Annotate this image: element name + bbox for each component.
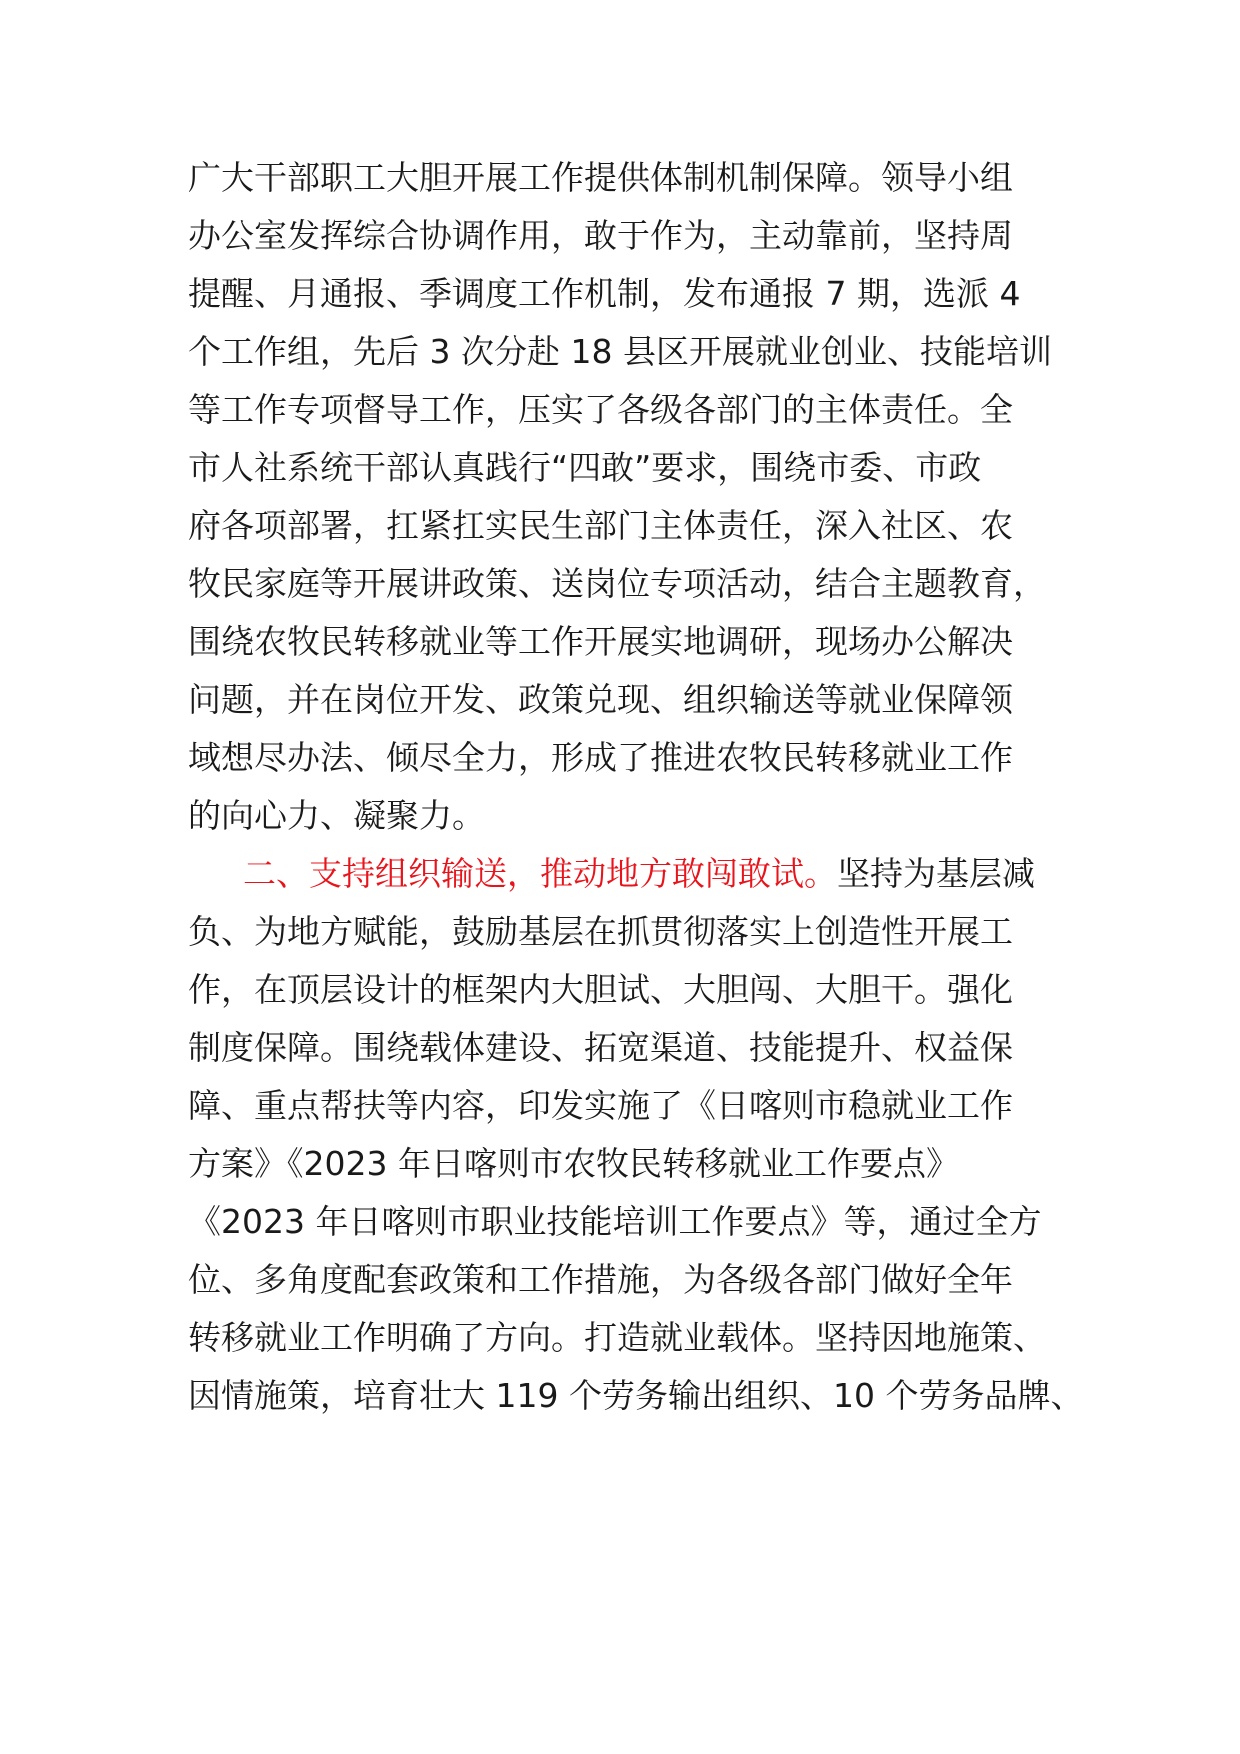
paragraph-line: 办公室发挥综合协调作用，敢于作为，主动靠前，坚持周	[188, 216, 1013, 255]
paragraph-line: 因情施策，培育壮大 119 个劳务输出组织、10 个劳务品牌、	[188, 1376, 1084, 1415]
paragraph-line: 《2023 年日喀则市职业技能培训工作要点》等，通过全方	[188, 1202, 1042, 1241]
section-2-heading: 二、支持组织输送，推动地方敢闯敢试。	[243, 854, 837, 893]
paragraph-line: 方案》《2023 年日喀则市农牧民转移就业工作要点》	[188, 1144, 959, 1183]
paragraph-line: 制度保障。围绕载体建设、拓宽渠道、技能提升、权益保	[188, 1028, 1013, 1067]
paragraph-line: 围绕农牧民转移就业等工作开展实地调研，现场办公解决	[188, 622, 1013, 661]
paragraph-line: 作，在顶层设计的框架内大胆试、大胆闯、大胆干。强化	[188, 970, 1013, 1009]
paragraph-line: 牧民家庭等开展讲政策、送岗位专项活动，结合主题教育，	[188, 564, 1046, 603]
paragraph-line: 转移就业工作明确了方向。打造就业载体。坚持因地施策、	[188, 1318, 1046, 1357]
paragraph-line: 位、多角度配套政策和工作措施，为各级各部门做好全年	[188, 1260, 1013, 1299]
paragraph-line: 负、为地方赋能，鼓励基层在抓贯彻落实上创造性开展工	[188, 912, 1013, 951]
paragraph-line: 个工作组，先后 3 次分赴 18 县区开展就业创业、技能培训	[188, 332, 1052, 371]
paragraph-line: 广大干部职工大胆开展工作提供体制机制保障。领导小组	[188, 158, 1013, 197]
paragraph-line: 提醒、月通报、季调度工作机制，发布通报 7 期，选派 4	[188, 274, 1021, 313]
paragraph-line: 障、重点帮扶等内容，印发实施了《日喀则市稳就业工作	[188, 1086, 1013, 1125]
section-2-first-line	[243, 854, 1035, 894]
paragraph-line: 等工作专项督导工作，压实了各级各部门的主体责任。全	[188, 390, 1013, 429]
paragraph-line: 市人社系统干部认真践行“四敢”要求，围绕市委、市政	[188, 448, 982, 487]
paragraph-line: 的向心力、凝聚力。	[188, 796, 485, 835]
paragraph-line: 问题，并在岗位开发、政策兑现、组织输送等就业保障领	[188, 680, 1013, 719]
paragraph-line: 域想尽办法、倾尽全力，形成了推进农牧民转移就业工作	[188, 738, 1013, 777]
section-2-first-line-text: 坚持为基层减	[837, 854, 1035, 893]
paragraph-line: 府各项部署，扛紧扛实民生部门主体责任，深入社区、农	[188, 506, 1013, 545]
